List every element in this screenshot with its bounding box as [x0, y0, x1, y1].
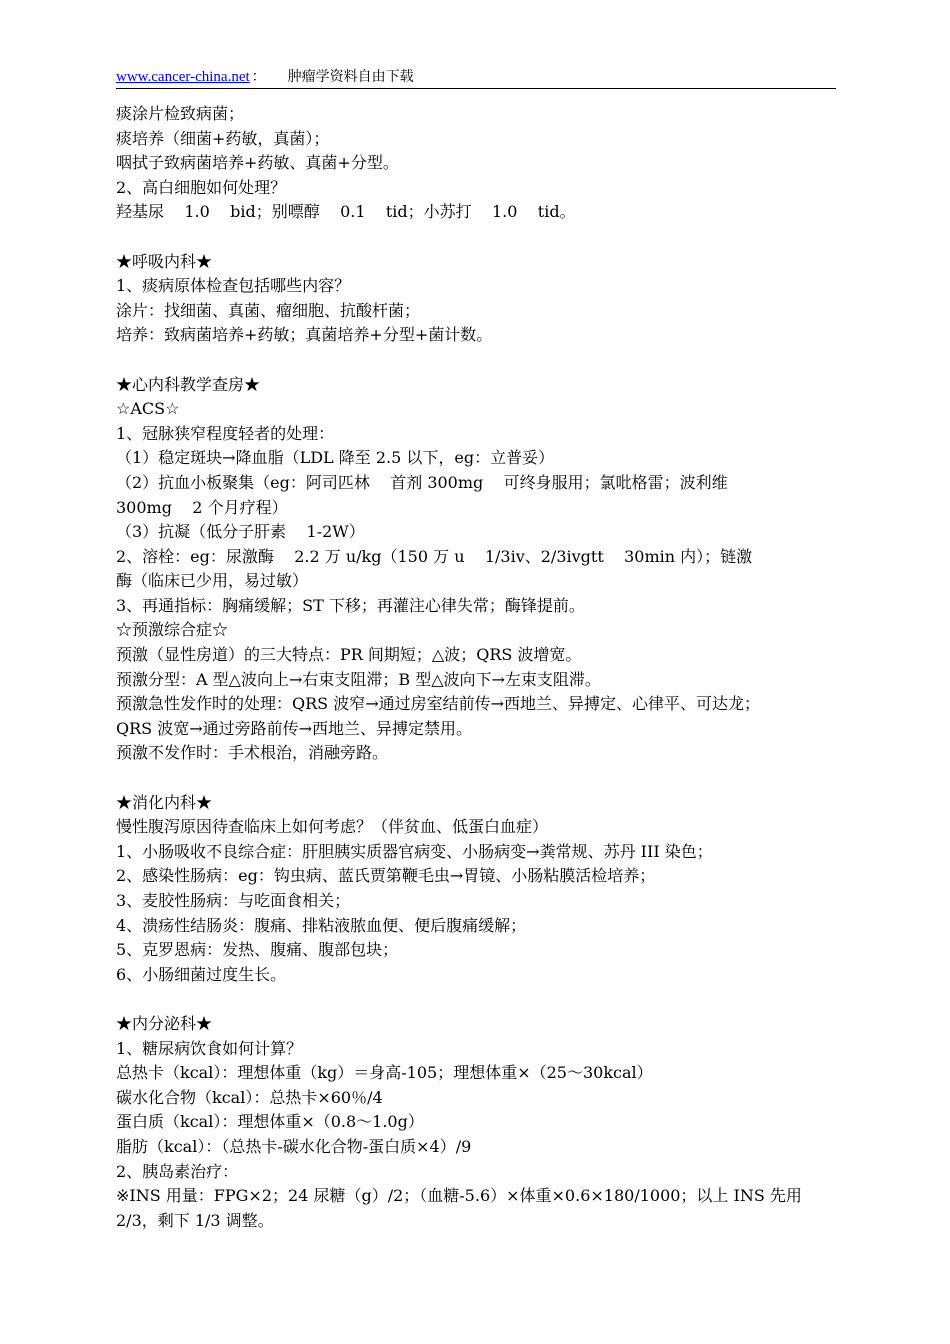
text-line: 碳水化合物（kcal）：总热卡×60％/4	[116, 1087, 383, 1107]
blank-line	[116, 987, 838, 1012]
text-line: 5、克罗恩病：发热、腹痛、腹部包块；	[116, 940, 399, 960]
text-line: QRS 波宽→通过旁路前传→西地兰、异搏定禁用。	[116, 718, 473, 738]
text-line: 预激分型：A 型△波向上→右束支阻滞；B 型△波向下→左束支阻滞。	[116, 669, 601, 689]
header-description: 肿瘤学资料自由下载	[287, 69, 414, 85]
text-line: 2/3，剩下 1/3 调整。	[116, 1210, 274, 1230]
text-line: 涂片：找细菌、真菌、瘤细胞、抗酸杆菌；	[116, 300, 421, 320]
text-line: 培养：致病菌培养+药敏；真菌培养+分型+菌计数。	[116, 325, 493, 345]
text-line: ★消化内科★	[116, 792, 213, 812]
text-line: 300mg 2 个月疗程）	[116, 497, 288, 517]
text-line: 6、小肠细菌过度生长。	[116, 964, 287, 984]
text-line: （2）抗血小板聚集（eg：阿司匹林 首剂 300mg 可终身服用；氯吡格雷；波利维	[116, 472, 728, 492]
text-line: 蛋白质（kcal）：理想体重×（0.8～1.0g）	[116, 1112, 424, 1132]
text-line: （3）抗凝（低分子肝素 1-2W）	[116, 522, 365, 542]
text-line: 预激（显性房道）的三大特点：PR 间期短；△波；QRS 波增宽。	[116, 645, 582, 665]
text-line: 4、溃疡性结肠炎：腹痛、排粘液脓血便、便后腹痛缓解；	[116, 915, 527, 935]
text-line: 咽拭子致病菌培养+药敏、真菌+分型。	[116, 153, 399, 173]
text-line: 1、糖尿病饮食如何计算？	[116, 1038, 303, 1058]
blank-line	[116, 348, 838, 373]
blank-line	[116, 225, 838, 250]
text-line: （1）稳定斑块→降血脂（LDL 降至 2.5 以下，eg：立普妥）	[116, 448, 555, 468]
text-line: ☆预激综合症☆	[116, 620, 229, 640]
text-line: ※INS 用量：FPG×2；24 尿糖（g）/2；（血糖-5.6）×体重×0.6×180/1000；以上 INS 先用	[116, 1186, 802, 1206]
document-body	[116, 102, 838, 1233]
text-line: 3、再通指标：胸痛缓解；ST 下移；再灌注心律失常；酶锋提前。	[116, 595, 585, 615]
text-line: 总热卡（kcal）：理想体重（kg）＝身高-105；理想体重×（25～30kcal）	[116, 1063, 653, 1083]
text-line: 1、冠脉狭窄程度轻者的处理：	[116, 423, 335, 443]
site-link[interactable]: www.cancer-china.net	[116, 69, 250, 85]
text-line: 酶（临床已少用，易过敏）	[116, 571, 309, 591]
text-line: 3、麦胶性肠病：与吃面食相关；	[116, 891, 351, 910]
text-line: 痰培养（细菌+药敏，真菌）；	[116, 128, 330, 148]
text-line: ☆ACS☆	[116, 399, 180, 419]
text-line: 2、感染性肠病：eg：钩虫病、蓝氏贾第鞭毛虫→胃镜、小肠粘膜活检培养；	[116, 866, 656, 886]
text-line: 1、痰病原体检查包括哪些内容？	[116, 276, 351, 296]
blank-line	[116, 766, 838, 791]
text-line: 1、小肠吸收不良综合症：肝胆胰实质器官病变、小肠病变→粪常规、苏丹 III 染色；	[116, 841, 713, 861]
text-line: 痰涂片检致病菌；	[116, 104, 245, 123]
text-line: 2、胰岛素治疗：	[116, 1161, 239, 1181]
text-line: 脂肪（kcal）：（总热卡-碳水化合物-蛋白质×4）/9	[116, 1136, 472, 1156]
text-line: 预激急性发作时的处理：QRS 波窄→通过房室结前传→西地兰、异搏定、心律平、可达龙；	[116, 694, 761, 714]
text-line: 2、溶栓：eg：尿激酶 2.2 万 u/kg（150 万 u 1/3iv、2/3ivgtt 30min 内）；链激	[116, 546, 753, 566]
header-separator: ：	[251, 69, 266, 85]
text-line: 羟基尿 1.0 bid；别嘌醇 0.1 tid；小苏打 1.0 tid。	[116, 202, 576, 222]
text-line: 慢性腹泻原因待查临床上如何考虑？（伴贫血、低蛋白血症）	[116, 817, 549, 837]
text-line: ★内分泌科★	[116, 1013, 213, 1033]
text-line: ★呼吸内科★	[116, 251, 213, 271]
page-header	[116, 68, 836, 89]
text-line: 2、高白细胞如何处理？	[116, 177, 287, 197]
text-line: 预激不发作时：手术根治，消融旁路。	[116, 743, 389, 763]
text-line: ★心内科教学查房★	[116, 374, 261, 394]
